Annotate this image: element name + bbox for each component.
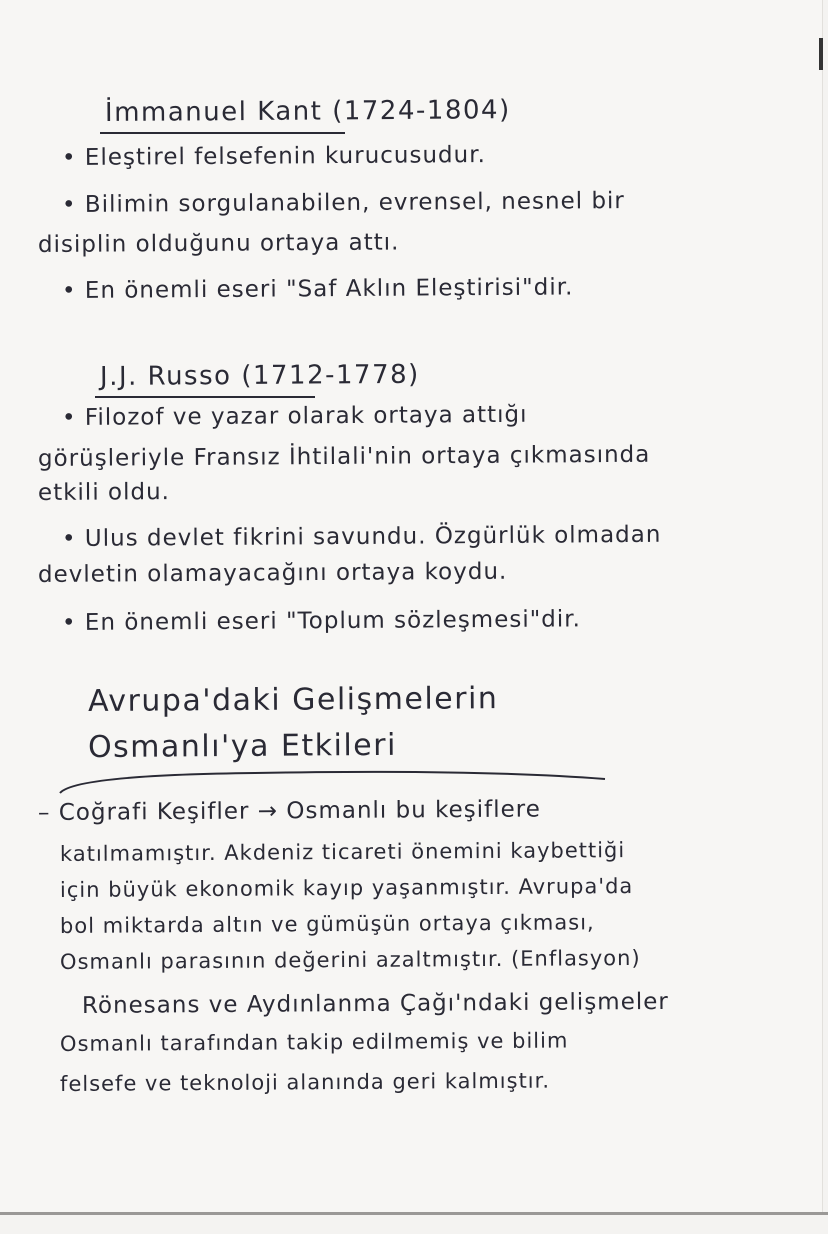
text-line: • Filozof ve yazar olarak ortaya attığı: [61, 401, 528, 431]
text-line: felsefe ve teknoloji alanında geri kalmıştır.: [59, 1068, 551, 1096]
text-line: disiplin olduğunu ortaya attı.: [37, 229, 400, 258]
heading-kant: İmmanuel Kant (1724-1804): [104, 95, 511, 128]
text-line: Osmanlı parasının değerini azaltmıştır. (Enflasyon): [59, 945, 641, 974]
text-line: etkili oldu.: [37, 479, 171, 506]
text-line: devletin olamayacağını ortaya koydu.: [37, 558, 508, 588]
text-line: • Ulus devlet fikrini savundu. Özgürlük olmadan: [61, 521, 662, 552]
text-line: • Eleştirel felsefenin kurucusudur.: [61, 142, 486, 171]
page-margin-mark: [819, 38, 823, 70]
heading-russo: J.J. Russo (1712-1778): [99, 359, 420, 392]
text-line: Rönesans ve Aydınlanma Çağı'ndaki gelişmeler: [81, 988, 669, 1019]
text-line: Osmanlı tarafından takip edilmemiş ve bilim: [59, 1028, 569, 1056]
heading-underline: [95, 396, 315, 398]
page-edge: [0, 1212, 828, 1215]
text-line: görüşleriyle Fransız İhtilali'nin ortaya çıkmasında: [37, 441, 651, 472]
text-line: katılmamıştır. Akdeniz ticareti önemini kaybettiği: [59, 838, 626, 866]
heading-avrupa-line1: Avrupa'daki Gelişmelerin: [87, 681, 499, 719]
text-line: • Bilimin sorgulanabilen, evrensel, nesnel bir: [61, 188, 625, 218]
text-line: • En önemli eseri "Saf Aklın Eleştirisi"dir.: [61, 274, 574, 304]
text-line: bol miktarda altın ve gümüşün ortaya çıkması,: [59, 910, 595, 938]
text-line: – Coğrafi Keşifler → Osmanlı bu keşiflere: [37, 796, 541, 826]
text-line: için büyük ekonomik kayıp yaşanmıştır. Avrupa'da: [59, 873, 634, 902]
text-line: • En önemli eseri "Toplum sözleşmesi"dir.: [61, 606, 582, 636]
heading-underline-curve: [55, 765, 615, 795]
heading-underline: [100, 132, 345, 134]
heading-avrupa-line2: Osmanlı'ya Etkileri: [87, 727, 397, 765]
